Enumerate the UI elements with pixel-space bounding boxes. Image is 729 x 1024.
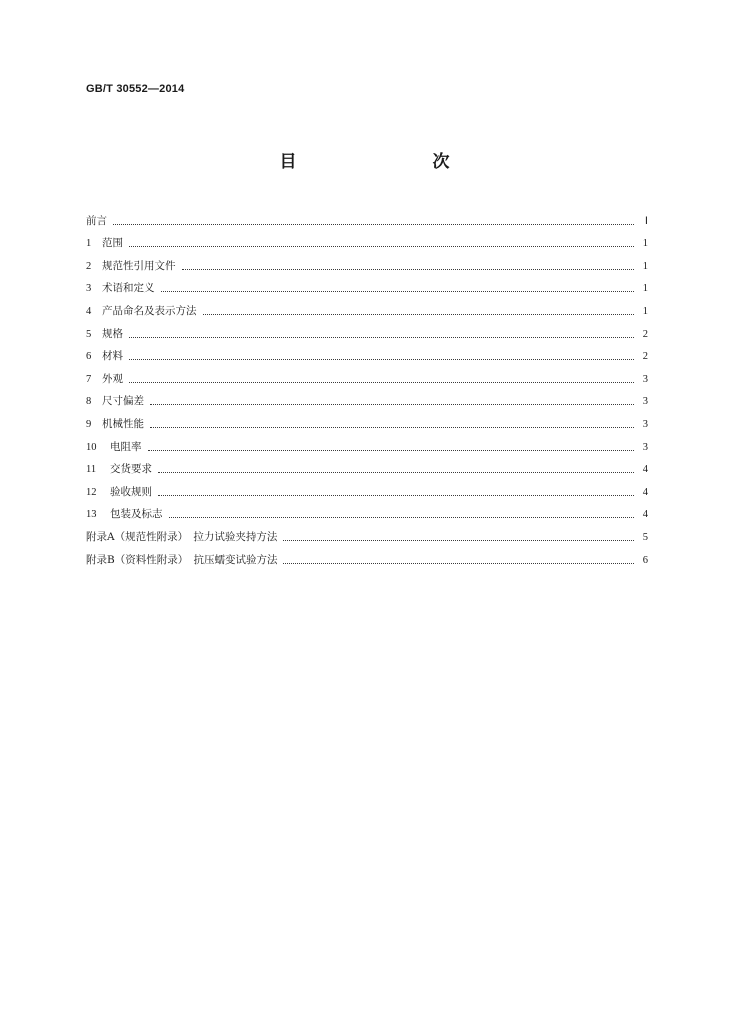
- toc-entry[interactable]: [86, 363, 648, 386]
- toc-entry[interactable]: [86, 386, 648, 409]
- toc-entry-text: 包装及标志: [110, 508, 163, 521]
- toc-entry-page: 6: [642, 554, 648, 566]
- toc-entry-number: 6: [86, 351, 92, 363]
- dot-leader: [182, 269, 635, 270]
- toc-entry[interactable]: [86, 228, 648, 251]
- toc-entry-page: Ⅰ: [644, 215, 648, 227]
- toc-entry-number: 3: [86, 283, 92, 295]
- dot-leader: [129, 359, 634, 360]
- toc-entry-page: 4: [642, 464, 648, 476]
- toc-entry-page: 4: [642, 509, 648, 521]
- toc-entry-page: 5: [642, 531, 648, 543]
- table-of-contents: [86, 205, 648, 567]
- toc-entry-number: 9: [86, 418, 92, 430]
- toc-entry-text: 附录B（资料性附录） 抗压蠕变试验方法: [86, 553, 278, 566]
- standard-code: GB/T 30552—2014: [86, 83, 185, 95]
- toc-entry-text: 外观: [102, 372, 123, 385]
- toc-entry-number: 5: [86, 328, 92, 340]
- toc-entry-text: 交货要求: [110, 463, 152, 476]
- toc-entry-text: 附录A（规范性附录） 拉力试验夹持方法: [86, 530, 278, 543]
- toc-entry[interactable]: [86, 273, 648, 296]
- toc-entry-text: 规格: [102, 327, 123, 340]
- toc-entry-number: 8: [86, 396, 92, 408]
- toc-entry-number: 10: [86, 441, 97, 453]
- toc-entry-label: [86, 418, 144, 431]
- toc-entry-page: 3: [642, 418, 648, 430]
- dot-leader: [169, 517, 635, 518]
- dot-leader: [150, 404, 634, 405]
- toc-entry-label: [86, 215, 107, 228]
- toc-entry-text: 验收规则: [110, 485, 152, 498]
- dot-leader: [129, 337, 634, 338]
- toc-entry-page: 3: [642, 396, 648, 408]
- toc-entry-text: 前言: [86, 214, 107, 227]
- toc-entry-text: 产品命名及表示方法: [102, 304, 197, 317]
- dot-leader: [148, 450, 635, 451]
- toc-entry-label: [86, 486, 152, 499]
- toc-entry[interactable]: [86, 499, 648, 522]
- toc-entry-label: [86, 531, 277, 544]
- toc-entry[interactable]: [86, 544, 648, 567]
- toc-entry-text: 范围: [102, 237, 123, 250]
- toc-entry-label: [86, 441, 142, 454]
- toc-entry-text: 电阻率: [110, 440, 142, 453]
- toc-entry[interactable]: [86, 250, 648, 273]
- dot-leader: [283, 540, 634, 541]
- toc-entry[interactable]: [86, 341, 648, 364]
- toc-entry-page: 2: [642, 351, 648, 363]
- toc-entry-label: [86, 282, 155, 295]
- toc-entry-label: [86, 463, 152, 476]
- dot-leader: [113, 224, 634, 225]
- toc-entry-number: 13: [86, 509, 97, 521]
- dot-leader: [283, 563, 634, 564]
- toc-entry[interactable]: [86, 431, 648, 454]
- toc-entry-text: 术语和定义: [102, 282, 155, 295]
- dot-leader: [203, 314, 635, 315]
- toc-entry-text: 尺寸偏差: [102, 395, 144, 408]
- toc-entry-text: 规范性引用文件: [102, 259, 176, 272]
- dot-leader: [161, 291, 635, 292]
- dot-leader: [129, 246, 634, 247]
- toc-entry-page: 1: [642, 283, 648, 295]
- toc-entry[interactable]: [86, 408, 648, 431]
- toc-entry-text: 机械性能: [102, 417, 144, 430]
- toc-entry[interactable]: [86, 318, 648, 341]
- dot-leader: [150, 427, 634, 428]
- toc-entry-label: [86, 260, 176, 273]
- toc-entry-number: 7: [86, 373, 92, 385]
- toc-entry-page: 3: [642, 373, 648, 385]
- toc-entry[interactable]: [86, 205, 648, 228]
- toc-entry-number: 2: [86, 260, 92, 272]
- dot-leader: [158, 472, 634, 473]
- toc-entry-label: [86, 350, 123, 363]
- toc-entry-label: [86, 328, 123, 341]
- toc-entry-label: [86, 395, 144, 408]
- toc-entry-page: 2: [642, 328, 648, 340]
- toc-entry-number: 12: [86, 486, 97, 498]
- toc-entry[interactable]: [86, 476, 648, 499]
- toc-entry[interactable]: [86, 454, 648, 477]
- toc-entry-number: 4: [86, 305, 92, 317]
- toc-title: 目 次: [279, 152, 484, 172]
- toc-entry[interactable]: [86, 521, 648, 544]
- toc-entry[interactable]: [86, 295, 648, 318]
- toc-entry-label: [86, 508, 163, 521]
- toc-entry-text: 材料: [102, 350, 123, 363]
- toc-entry-page: 4: [642, 486, 648, 498]
- dot-leader: [158, 495, 634, 496]
- toc-entry-number: 11: [86, 464, 97, 476]
- toc-entry-label: [86, 554, 277, 567]
- dot-leader: [129, 382, 634, 383]
- toc-entry-page: 1: [642, 238, 648, 250]
- toc-entry-page: 1: [642, 305, 648, 317]
- toc-entry-label: [86, 373, 123, 386]
- toc-entry-page: 1: [642, 260, 648, 272]
- toc-entry-label: [86, 305, 197, 318]
- toc-entry-page: 3: [642, 441, 648, 453]
- toc-entry-number: 1: [86, 238, 92, 250]
- toc-entry-label: [86, 237, 123, 250]
